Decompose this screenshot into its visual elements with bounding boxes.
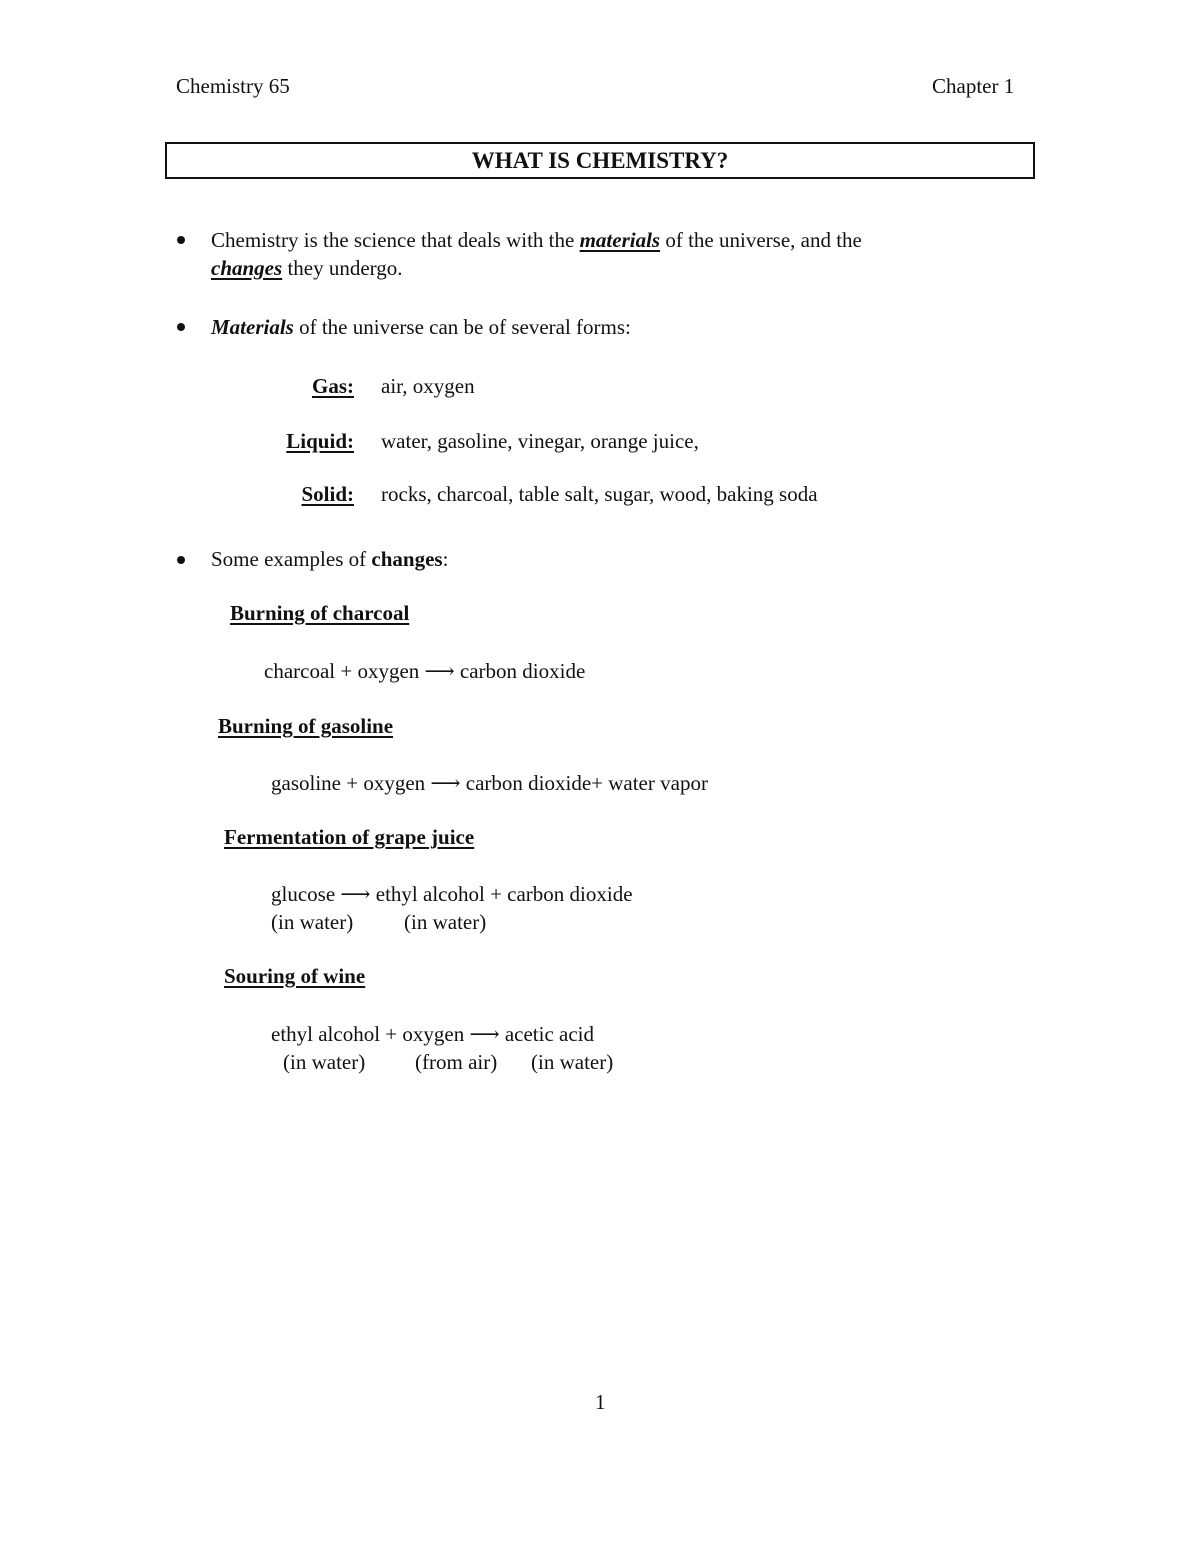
reaction-arrow-icon: ⟶ (430, 771, 461, 795)
change-heading-charcoal: Burning of charcoal (230, 601, 410, 625)
equation-gasoline (271, 773, 708, 794)
state-note: (in water) (404, 910, 487, 934)
equation-fermentation (271, 884, 633, 905)
equation-products: acetic acid (504, 1022, 595, 1046)
form-label-gas: Gas: (312, 374, 354, 398)
equation-souring (271, 1024, 594, 1045)
title-box (165, 142, 1035, 179)
form-label-solid: Solid: (301, 482, 354, 506)
bullet-marker (177, 236, 185, 244)
bullet-3-text (211, 549, 448, 570)
state-note: (in water) (283, 1050, 366, 1074)
header-course: Chemistry 65 (176, 74, 290, 98)
term-changes: changes (211, 256, 283, 280)
bullet-1-text-post: they undergo. (282, 256, 403, 280)
header-chapter: Chapter 1 (932, 74, 1015, 98)
bullet-3-text-post: : (442, 547, 449, 571)
form-examples-gas: air, oxygen (381, 374, 475, 398)
equation-products: carbon dioxide (459, 659, 586, 683)
change-heading-souring: Souring of wine (224, 964, 366, 988)
state-note: (in water) (531, 1050, 614, 1074)
equation-products: carbon dioxide+ water vapor (465, 771, 708, 795)
change-heading-fermentation: Fermentation of grape juice (224, 825, 475, 849)
page-number: 1 (595, 1390, 606, 1414)
form-label-liquid: Liquid: (286, 429, 354, 453)
bullet-marker (177, 556, 185, 564)
form-examples-solid: rocks, charcoal, table salt, sugar, wood, baking soda (381, 482, 818, 506)
bullet-1-text-pre: Chemistry is the science that deals with the (211, 228, 580, 252)
change-heading-gasoline: Burning of gasoline (218, 714, 394, 738)
reaction-arrow-icon: ⟶ (340, 882, 371, 906)
term-materials: materials (579, 228, 661, 252)
bullet-1-text-mid: of the universe, and the (660, 228, 862, 252)
equation-charcoal (264, 661, 585, 682)
bullet-2-text (211, 317, 631, 338)
bullet-marker (177, 323, 185, 331)
bullet-3-text-pre: Some examples of (211, 547, 372, 571)
equation-reactants: gasoline + oxygen (271, 771, 426, 795)
form-examples-liquid: water, gasoline, vinegar, orange juice, (381, 429, 699, 453)
bullet-1-line-1 (211, 230, 862, 251)
bullet-1-line-2 (211, 258, 403, 279)
page-title: WHAT IS CHEMISTRY? (471, 147, 729, 173)
equation-reactants: charcoal + oxygen (264, 659, 420, 683)
reaction-arrow-icon: ⟶ (469, 1022, 500, 1046)
state-note: (in water) (271, 910, 354, 934)
term-changes-bold: changes (371, 547, 443, 571)
state-note: (from air) (415, 1050, 498, 1074)
equation-products: ethyl alcohol + carbon dioxide (375, 882, 633, 906)
equation-reactants: ethyl alcohol + oxygen (271, 1022, 465, 1046)
equation-reactants: glucose (271, 882, 336, 906)
bullet-2-text-post: of the universe can be of several forms: (293, 315, 631, 339)
reaction-arrow-icon: ⟶ (424, 659, 455, 683)
term-materials-italic: Materials (211, 315, 294, 339)
